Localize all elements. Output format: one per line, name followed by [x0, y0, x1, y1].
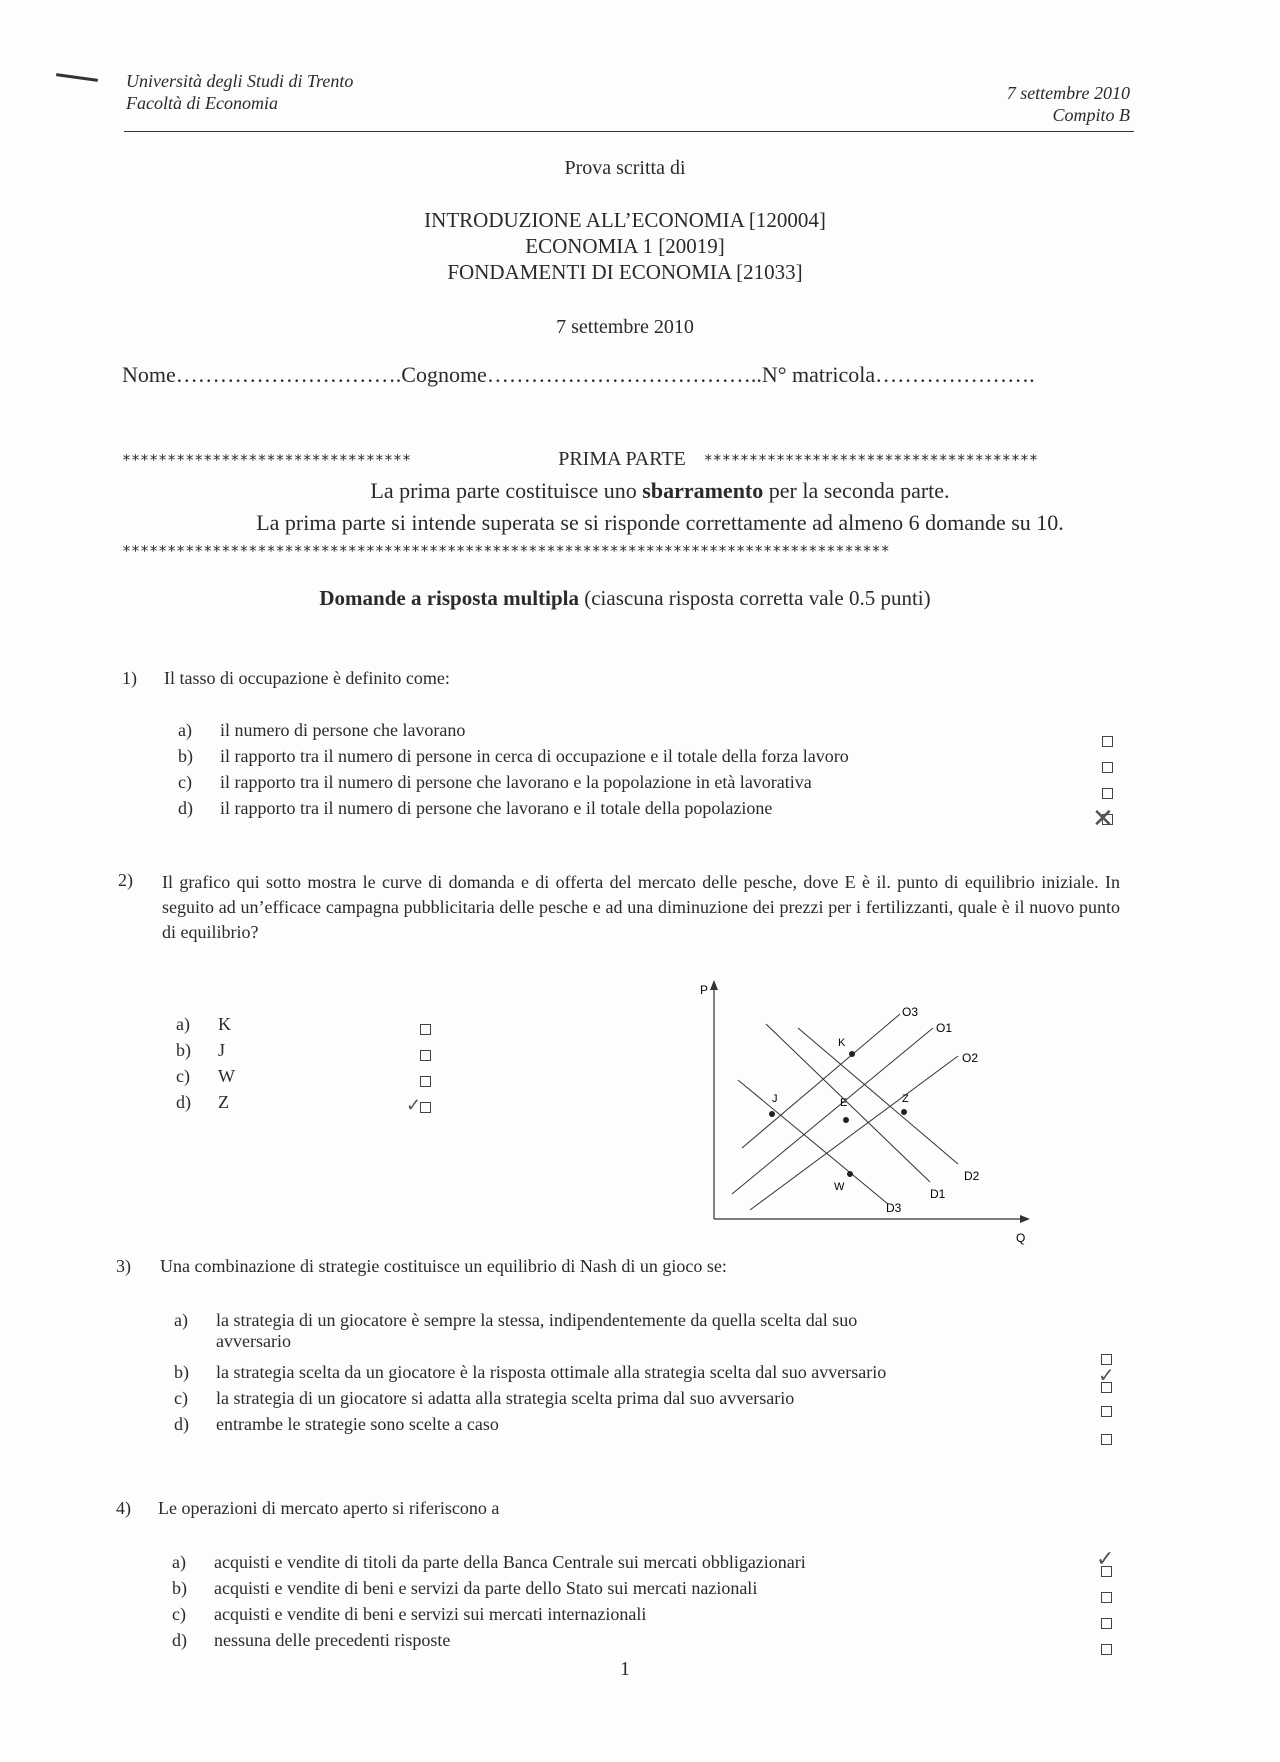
supply-curve-o3 — [742, 1014, 900, 1148]
student-id-field[interactable]: .N° matricola…………………. — [756, 362, 1035, 387]
q4-option-d — [172, 1630, 450, 1651]
demand-curve-d3 — [738, 1080, 888, 1204]
q-axis-label: Q — [1016, 1231, 1026, 1245]
q1-checkbox-c[interactable] — [1102, 788, 1113, 799]
option-text: acquisti e vendite di beni e servizi sui mercati internazionali — [214, 1604, 647, 1624]
question-1-number: 1) — [122, 668, 137, 688]
q3-checkbox-a[interactable] — [1101, 1354, 1112, 1365]
option-text: la strategia di un giocatore è sempre la stessa, indipendentemente da quella scelta dal suo — [216, 1310, 858, 1330]
question-4-text: Le operazioni di mercato aperto si riferiscono a — [158, 1498, 500, 1518]
curve-label-d1: D1 — [930, 1187, 946, 1201]
q1-checkbox-b[interactable] — [1102, 762, 1113, 773]
exam-version: Compito B — [1052, 105, 1130, 125]
supply-curve-o2 — [750, 1056, 958, 1210]
q4-checkbox-c[interactable] — [1101, 1618, 1112, 1629]
demand-curve-d2 — [798, 1028, 958, 1164]
q1-option-b — [178, 746, 849, 767]
stars-divider: ************************************************************************************* — [122, 542, 890, 560]
option-letter: a) — [174, 1310, 188, 1330]
point-j — [769, 1111, 775, 1117]
p-axis-arrow-icon — [710, 980, 718, 990]
curve-label-o3: O3 — [902, 1005, 919, 1019]
prima-parte-banner — [122, 448, 1122, 471]
q3-option-a — [174, 1310, 857, 1352]
q2-option-b — [176, 1040, 225, 1061]
q-axis-arrow-icon — [1020, 1215, 1030, 1223]
curve-label-d3: D3 — [886, 1201, 902, 1215]
q1-answer-mark-icon: ✕ — [1092, 804, 1114, 833]
option-text: il numero di persone che lavorano — [220, 720, 466, 740]
section-heading — [0, 586, 1250, 611]
section-heading-bold: Domande a risposta multipla — [319, 586, 579, 610]
option-text: W — [218, 1066, 235, 1086]
q4-checkbox-d[interactable] — [1101, 1644, 1112, 1655]
option-letter: b) — [174, 1362, 189, 1382]
rule1-bold: sbarramento — [642, 478, 764, 503]
q1-option-c — [178, 772, 812, 793]
q3-option-c — [174, 1388, 794, 1409]
q2-checkbox-b[interactable] — [420, 1050, 431, 1061]
name-field[interactable]: Nome………………………… — [122, 362, 396, 387]
pen-mark — [56, 73, 98, 82]
q2-option-d — [176, 1092, 229, 1113]
point-label-e: E — [840, 1097, 848, 1109]
option-letter: c) — [176, 1066, 190, 1086]
point-e — [843, 1117, 849, 1123]
curve-label-o1: O1 — [936, 1021, 953, 1035]
option-letter: b) — [176, 1040, 191, 1060]
rule1-text-a: La prima parte costituisce uno — [370, 478, 643, 503]
option-text: K — [218, 1014, 231, 1034]
faculty-name: Facoltà di Economia — [126, 93, 278, 113]
university-name: Università degli Studi di Trento — [126, 71, 354, 91]
stars-right: ************************************* — [703, 450, 1038, 469]
question-2-text: Il grafico qui sotto mostra le curve di domanda e di offerta del mercato delle pesche, dove E è il. punto di equilibrio iniziale. In seguito ad un’efficace campagna pubblicitaria delle pesche e ad una diminuzione dei prezzi per i fertilizzanti, quale è il nuovo punto di equilibrio? — [162, 872, 1120, 942]
exam-date-center: 7 settembre 2010 — [556, 316, 694, 338]
option-text: Z — [218, 1092, 229, 1112]
q3-answer-mark-icon: ✓ — [1098, 1365, 1115, 1387]
stars-left: ******************************** — [122, 450, 411, 469]
question-3-number: 3) — [116, 1256, 131, 1276]
question-4-number: 4) — [116, 1498, 131, 1518]
q1-option-a — [178, 720, 465, 741]
q3-checkbox-d[interactable] — [1101, 1434, 1112, 1445]
point-w — [847, 1171, 853, 1177]
course-title-2: ECONOMIA 1 [20019] — [525, 234, 725, 258]
question-3-text: Una combinazione di strategie costituisce un equilibrio di Nash di un gioco se: — [160, 1256, 727, 1276]
point-k — [849, 1051, 855, 1057]
point-label-w: W — [834, 1181, 845, 1193]
option-text: acquisti e vendite di beni e servizi da parte dello Stato sui mercati nazionali — [214, 1578, 758, 1598]
option-text: il rapporto tra il numero di persone che lavorano e il totale della popolazione — [220, 798, 773, 818]
institution-header — [126, 70, 353, 114]
supply-demand-graph — [690, 976, 1050, 1246]
q2-checkbox-a[interactable] — [420, 1024, 431, 1035]
prima-parte-label: PRIMA PARTE — [558, 448, 686, 470]
exam-date: 7 settembre 2010 — [1006, 83, 1130, 103]
option-text: entrambe le strategie sono scelte a caso — [216, 1414, 499, 1434]
option-letter: d) — [178, 798, 193, 818]
option-text-continued: avversario — [216, 1331, 291, 1351]
exam-type: Prova scritta di — [564, 157, 686, 179]
q3-option-d — [174, 1414, 499, 1435]
exam-meta — [1007, 82, 1130, 126]
option-text: J — [218, 1040, 226, 1060]
course-title-1: INTRODUZIONE ALL’ECONOMIA [120004] — [424, 208, 826, 232]
option-letter: b) — [172, 1578, 187, 1598]
p-axis-label: P — [700, 983, 709, 997]
q2-option-a — [176, 1014, 231, 1035]
q2-checkbox-c[interactable] — [420, 1076, 431, 1087]
q1-checkbox-a[interactable] — [1102, 736, 1113, 747]
q4-option-a — [172, 1552, 806, 1573]
option-letter: d) — [174, 1414, 189, 1434]
option-letter: a) — [172, 1552, 186, 1572]
q2-checkbox-d[interactable] — [420, 1102, 431, 1113]
question-1-text: Il tasso di occupazione è definito come: — [164, 668, 450, 688]
rule-sbarramento — [160, 478, 1160, 504]
page-number: 1 — [620, 1658, 630, 1680]
q3-option-b — [174, 1362, 886, 1383]
option-letter: d) — [176, 1092, 191, 1112]
question-2-number: 2) — [118, 870, 133, 890]
point-z — [901, 1109, 907, 1115]
q2-answer-mark-icon: ✓ — [406, 1095, 422, 1115]
curve-label-o2: O2 — [962, 1051, 979, 1065]
rule1-text-b: per la seconda parte. — [763, 478, 950, 503]
q4-answer-mark-icon: ✓ — [1096, 1546, 1115, 1571]
point-label-j: J — [772, 1093, 778, 1105]
q4-checkbox-b[interactable] — [1101, 1592, 1112, 1603]
q4-option-c — [172, 1604, 646, 1625]
option-letter: a) — [176, 1014, 190, 1034]
q4-option-b — [172, 1578, 757, 1599]
point-label-k: K — [838, 1037, 846, 1049]
rule-passing: La prima parte si intende superata se si risponde correttamente ad almeno 6 domande su 10. — [256, 510, 1064, 535]
option-letter: b) — [178, 746, 193, 766]
q3-checkbox-c[interactable] — [1101, 1406, 1112, 1417]
option-text: il rapporto tra il numero di persone in cerca di occupazione e il totale della forza lavoro — [220, 746, 849, 766]
option-text: la strategia di un giocatore si adatta alla strategia scelta prima dal suo avversario — [216, 1388, 795, 1408]
curve-label-d2: D2 — [964, 1169, 980, 1183]
q2-option-c — [176, 1066, 235, 1087]
option-letter: c) — [178, 772, 192, 792]
option-text: la strategia scelta da un giocatore è la risposta ottimale alla strategia scelta dal suo avversario — [216, 1362, 887, 1382]
option-text: acquisti e vendite di titoli da parte della Banca Centrale sui mercati obbligazionari — [214, 1552, 806, 1572]
student-fields — [122, 362, 1035, 388]
header-divider — [124, 131, 1134, 132]
course-title-3: FONDAMENTI DI ECONOMIA [21033] — [447, 260, 803, 284]
q1-option-d — [178, 798, 772, 819]
option-letter: c) — [174, 1388, 188, 1408]
option-letter: d) — [172, 1630, 187, 1650]
option-letter: c) — [172, 1604, 186, 1624]
option-text: nessuna delle precedenti risposte — [214, 1630, 451, 1650]
option-text: il rapporto tra il numero di persone che lavorano e la popolazione in età lavorativa — [220, 772, 812, 792]
point-label-z: Z — [902, 1093, 909, 1105]
surname-field[interactable]: .Cognome………………………………. — [395, 362, 757, 387]
section-heading-note: (ciascuna risposta corretta vale 0.5 punti) — [578, 586, 931, 610]
option-letter: a) — [178, 720, 192, 740]
